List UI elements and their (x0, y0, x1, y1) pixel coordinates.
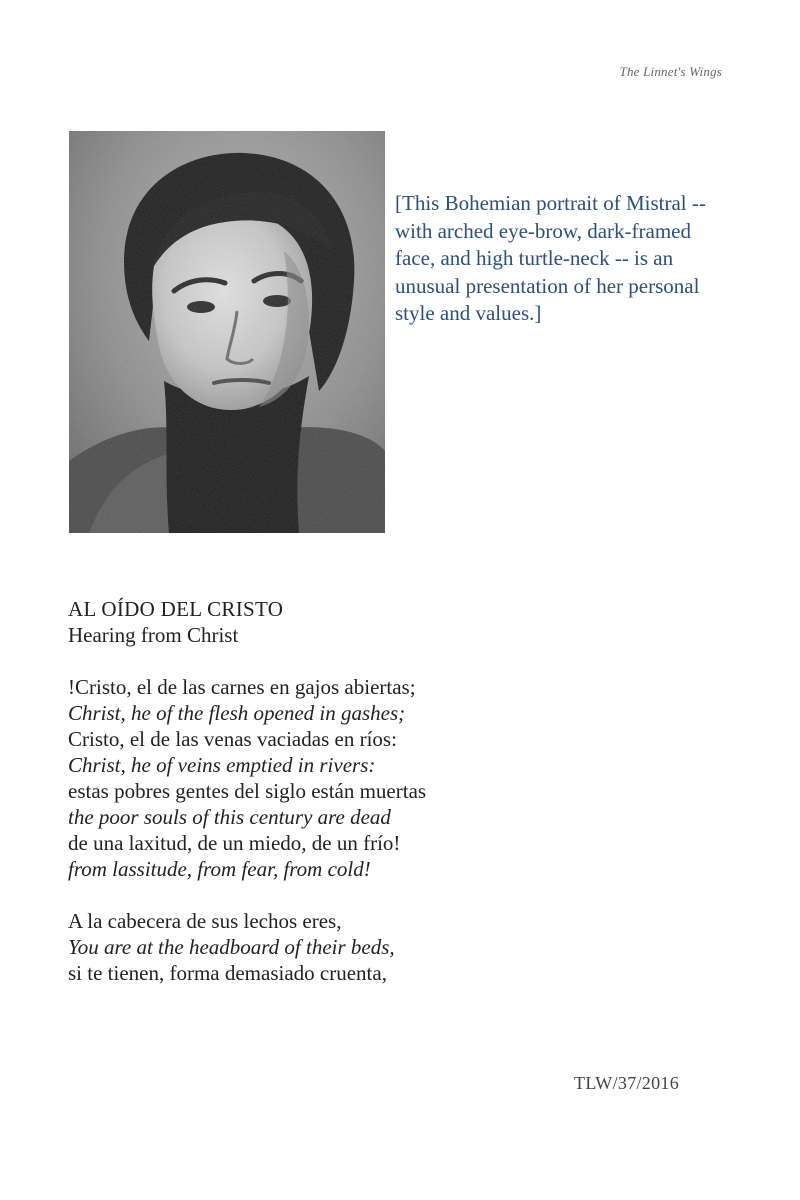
poem-title: AL OÍDO DEL CRISTO (68, 597, 284, 621)
poem-line-spanish: !Cristo, el de las carnes en gajos abiertas; (68, 675, 416, 699)
poem-line-spanish: estas pobres gentes del siglo están muertas (68, 779, 427, 803)
poem-line-english: You are at the headboard of their beds, (68, 935, 395, 959)
photo-caption: [This Bohemian portrait of Mistral -- with arched eye-brow, dark-framed face, and high turtle-neck -- is an unusual presentation of her personal style and values.] (395, 191, 706, 325)
stanza (68, 908, 728, 986)
stanza (68, 674, 728, 882)
issue-number: TLW/37/2016 (574, 1073, 679, 1093)
poem-line-spanish: si te tienen, forma demasiado cruenta, (68, 961, 387, 985)
poem-line-english: from lassitude, from fear, from cold! (68, 857, 371, 881)
running-title: The Linnet's Wings (619, 64, 722, 79)
poem-line-english: Christ, he of the flesh opened in gashes; (68, 701, 406, 725)
poem-line-spanish: Cristo, el de las venas vaciadas en ríos: (68, 727, 397, 751)
portrait-photo (69, 131, 385, 533)
poem-line-spanish: de una laxitud, de un miedo, de un frío! (68, 831, 401, 855)
poem-line-english: the poor souls of this century are dead (68, 805, 391, 829)
poem (68, 596, 728, 1012)
poem-line-spanish: A la cabecera de sus lechos eres, (68, 909, 342, 933)
poem-subtitle: Hearing from Christ (68, 623, 239, 647)
poem-line-english: Christ, he of veins emptied in rivers: (68, 753, 376, 777)
